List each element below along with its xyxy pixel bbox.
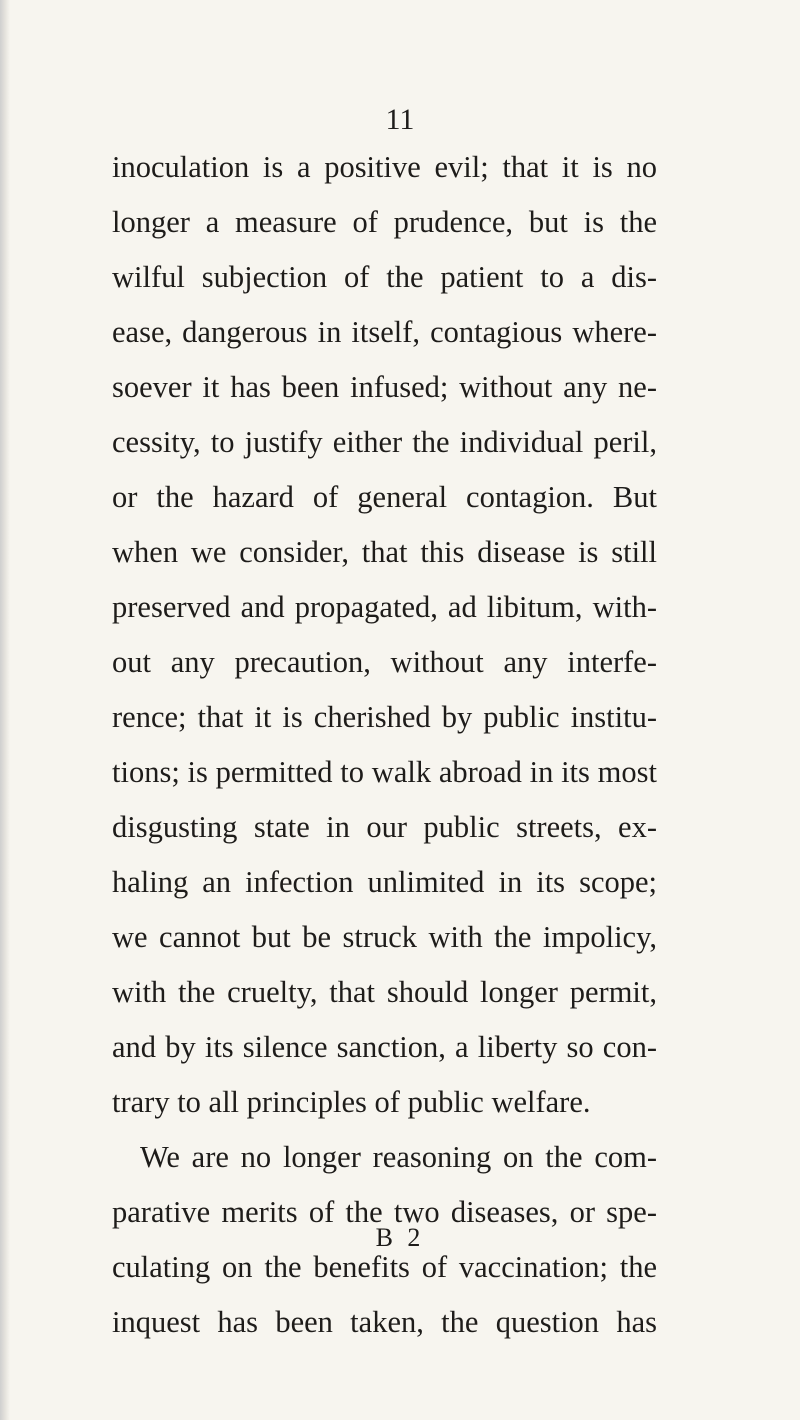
text-line: inoculation is a positive evil; that it is no	[112, 150, 657, 184]
text-line: culating on the benefits of vaccination; the	[112, 1250, 657, 1284]
text-line-paragraph-start: We are no longer reasoning on the com-	[140, 1140, 657, 1174]
page-number: 11	[385, 103, 415, 136]
text-line: wilful subjection of the patient to a dis-	[112, 260, 657, 294]
text-line: disgusting state in our public streets, ex-	[112, 810, 657, 844]
text-line: tions; is permitted to walk abroad in its most	[112, 755, 657, 789]
text-line: preserved and propagated, ad libitum, with-	[112, 590, 657, 624]
body-text	[112, 140, 657, 1350]
text-line: haling an infection unlimited in its scope;	[112, 865, 657, 899]
text-line: with the cruelty, that should longer permit,	[112, 975, 657, 1009]
text-line: inquest has been taken, the question has	[112, 1305, 657, 1339]
text-line: longer a measure of prudence, but is the	[112, 205, 657, 239]
text-line: we cannot but be struck with the impolicy,	[112, 920, 657, 954]
page-binding-edge	[0, 0, 10, 1420]
text-line: when we consider, that this disease is still	[112, 535, 657, 569]
text-line: soever it has been infused; without any ne-	[112, 370, 657, 404]
text-line-paragraph-end: trary to all principles of public welfare.	[112, 1085, 591, 1119]
text-line: cessity, to justify either the individual peril,	[112, 425, 657, 459]
signature-mark: B 2	[375, 1223, 425, 1252]
text-line: parative merits of the two diseases, or spe-	[112, 1195, 657, 1229]
text-line: ease, dangerous in itself, contagious where-	[112, 315, 657, 349]
text-line: out any precaution, without any interfe-	[112, 645, 657, 679]
text-line: or the hazard of general contagion. But	[112, 480, 657, 514]
text-line: and by its silence sanction, a liberty so con-	[112, 1030, 657, 1064]
text-line: rence; that it is cherished by public institu-	[112, 700, 657, 734]
